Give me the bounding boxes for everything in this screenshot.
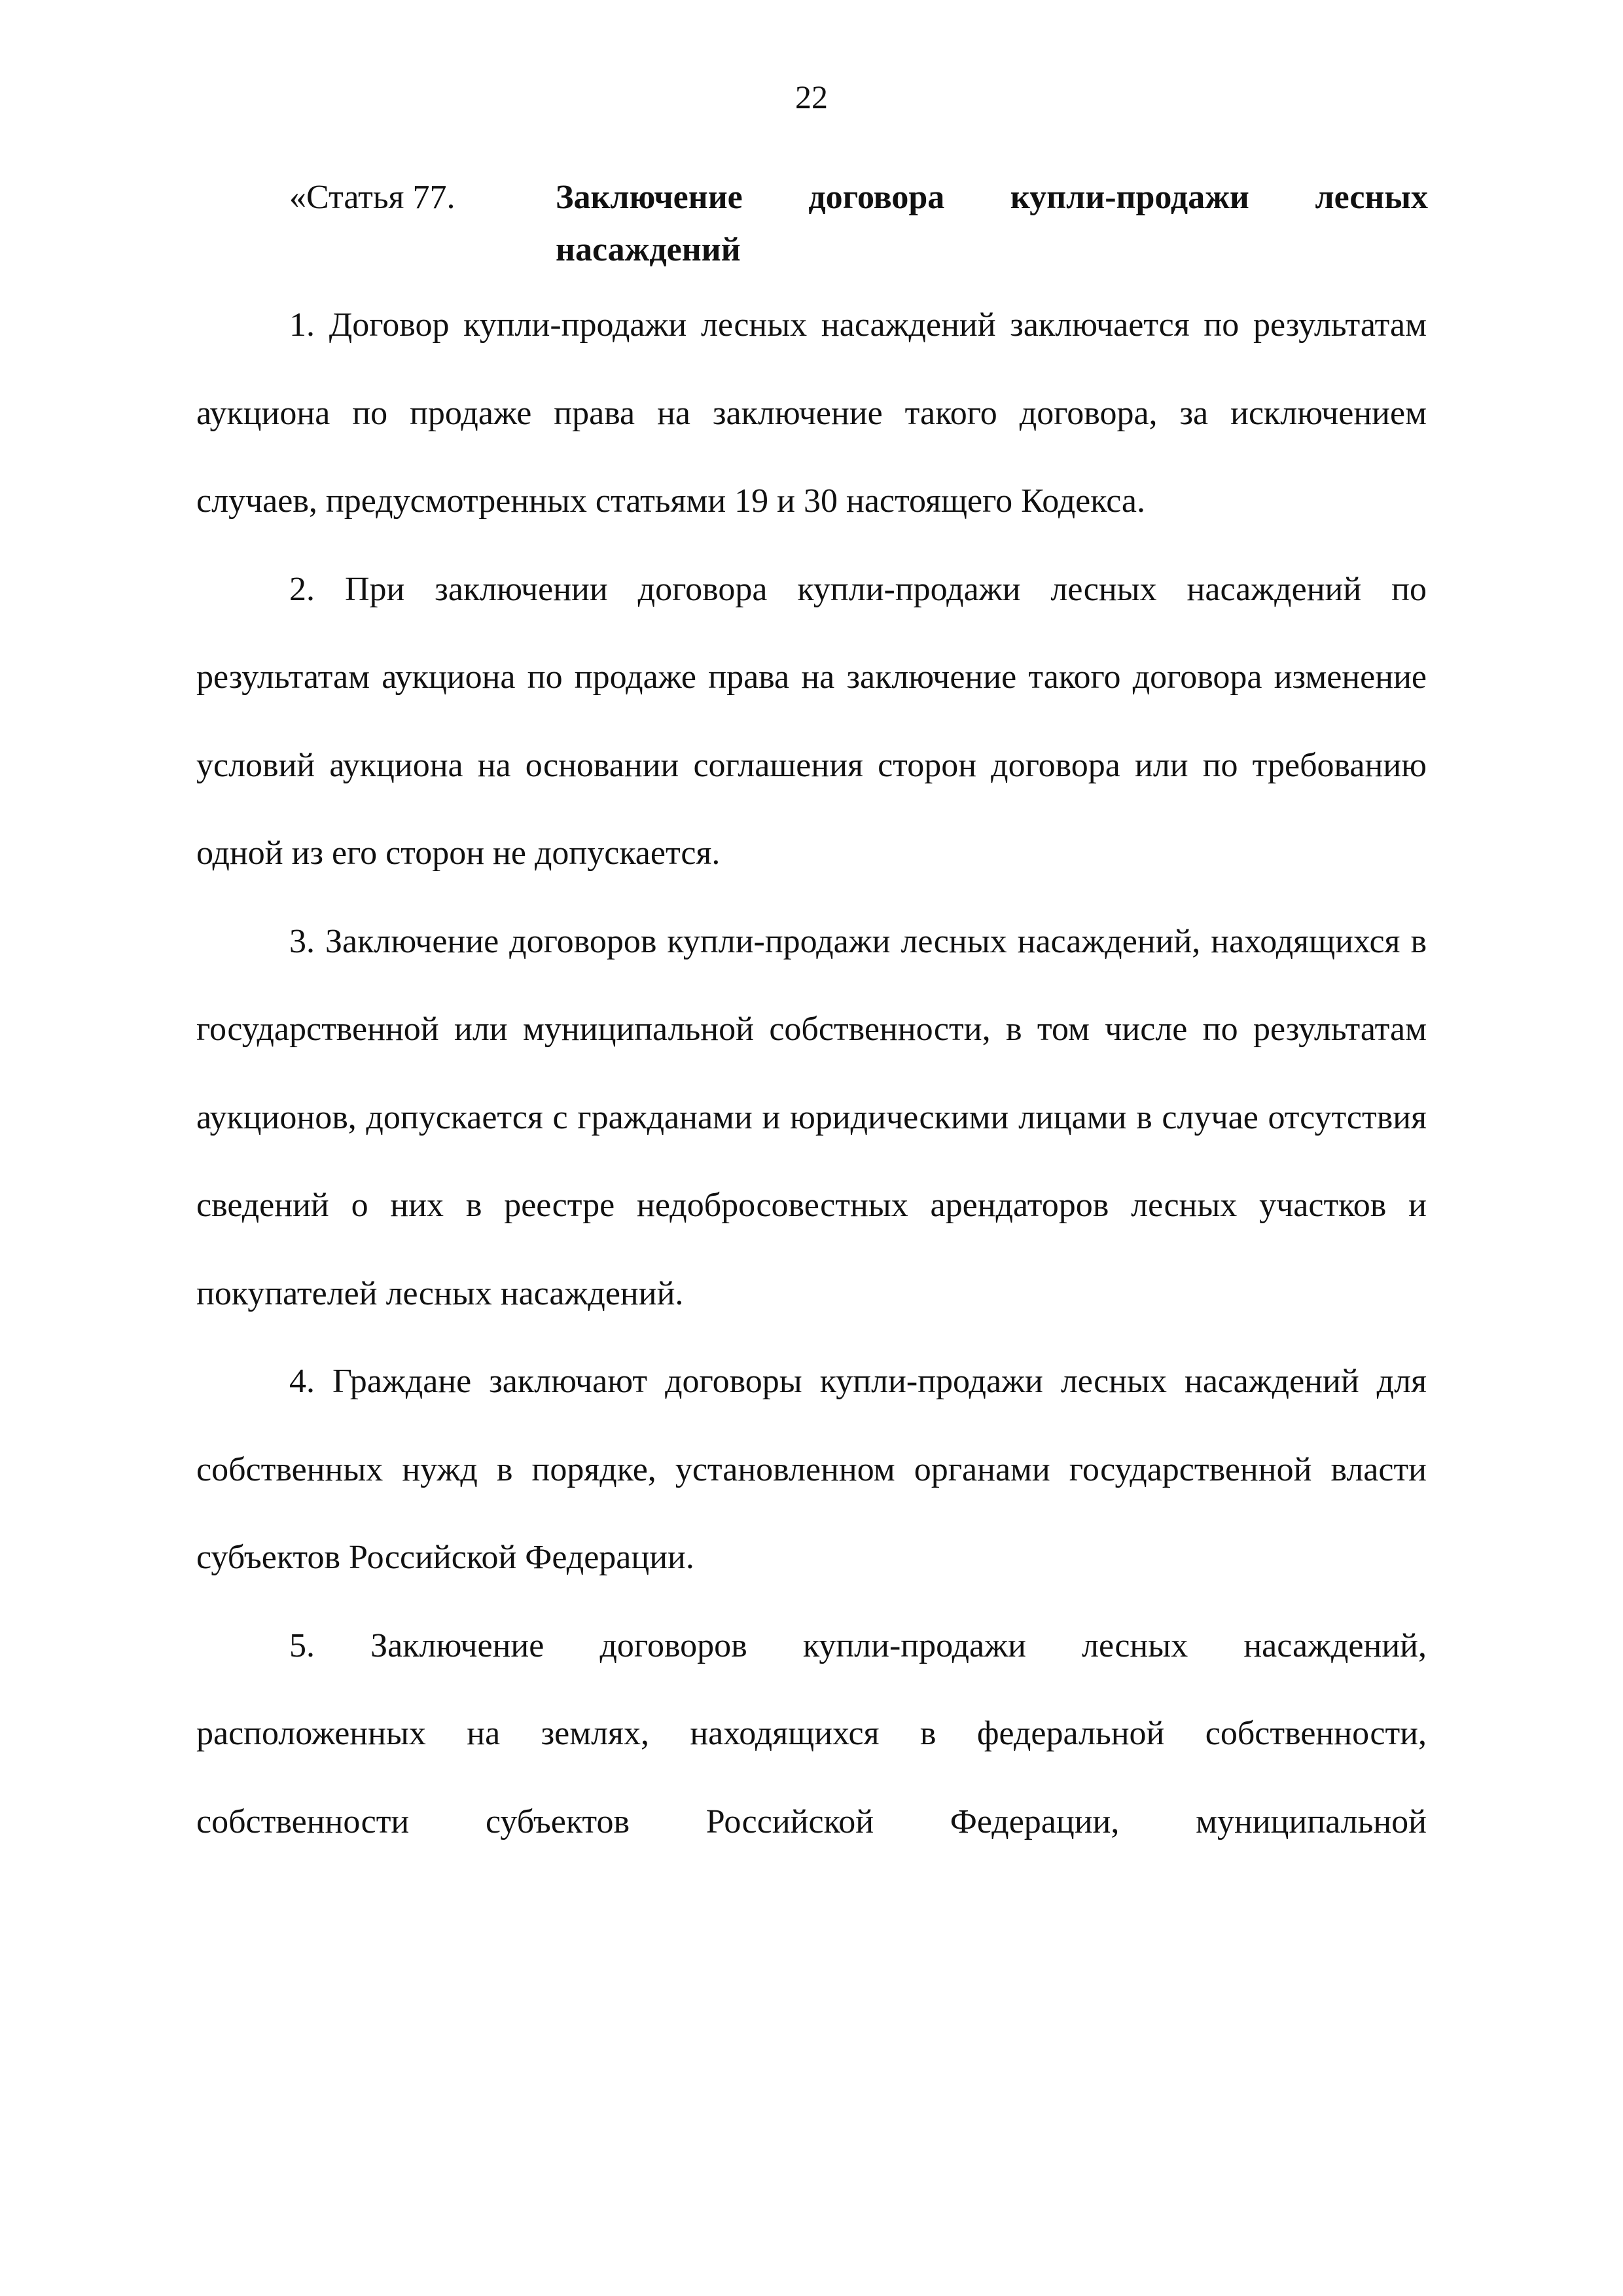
- article-title: Заключение договора купли-продажи лесных насаждений: [556, 179, 1428, 268]
- paragraph-4: 4. Граждане заключают договоры купли-продажи лесных насаждений для собственных нужд в порядке, установленном органами государственной власти субъектов Российской Федерации.: [196, 1363, 1427, 1576]
- paragraph-1: 1. Договор купли-продажи лесных насаждений заключается по результатам аукциона по продаже права на заключение такого договора, за исключением случаев, предусмотренных статьями 19 и 30 настоящего Кодекса.: [196, 306, 1427, 520]
- paragraph-5: 5. Заключение договоров купли-продажи лесных насаждений, расположенных на землях, находящихся в федеральной собственности, собственности субъектов Российской Федерации, муниципальной: [196, 1626, 1427, 1840]
- page-number: 22: [795, 79, 828, 115]
- paragraph-3: 3. Заключение договоров купли-продажи лесных насаждений, находящихся в государственной или муниципальной собственности, в том числе по результатам аукционов, допускается с гражданами и юридическими лицами в случае отсутствия сведений о них в реестре недобросовестных арендаторов лесных участков и покупателей лесных насаждений.: [196, 922, 1427, 1312]
- article-number: «Статья 77.: [289, 179, 455, 216]
- paragraph-2: 2. При заключении договора купли-продажи лесных насаждений по результатам аукциона по продаже права на заключение такого договора изменение условий аукциона на основании соглашения сторон договора или по требованию одной из его сторон не допускается.: [196, 570, 1427, 872]
- document-body: [196, 281, 1427, 1866]
